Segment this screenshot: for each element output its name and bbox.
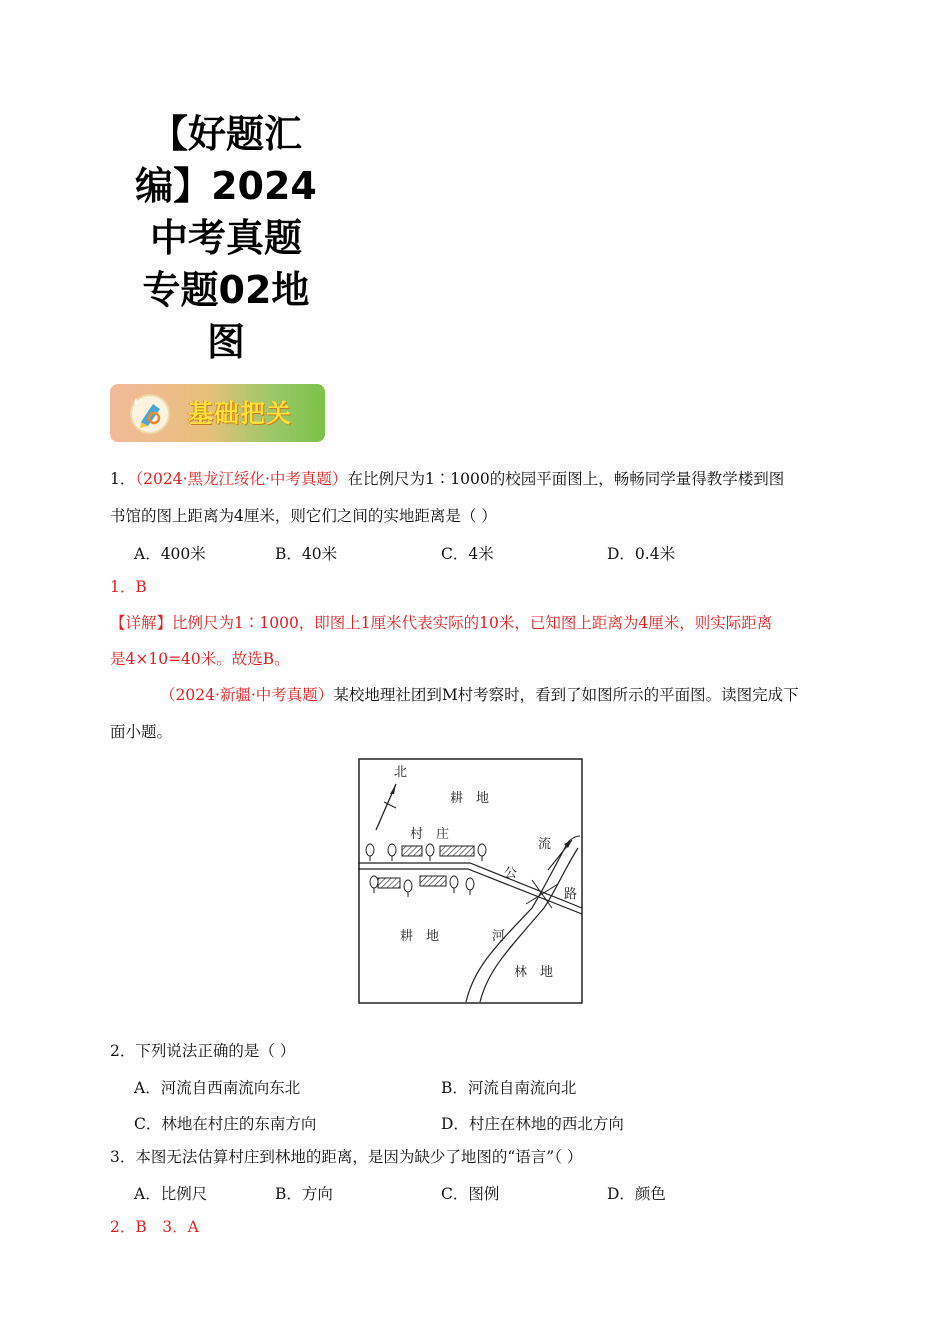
group-text: 某校地理社团到M村考察时，看到了如图所示的平面图。读图完成下 <box>333 686 799 704</box>
village-label: 村 庄 <box>410 827 450 842</box>
building <box>378 878 400 888</box>
title-line: 【好题汇 <box>149 112 302 156</box>
river-label: 河 <box>492 929 506 944</box>
building <box>402 846 422 856</box>
q2-option-b: B．河流自南流向北 <box>441 1079 577 1097</box>
farmland-bottom-label: 耕 地 <box>400 929 440 944</box>
q1-line-2: 书馆的图上距离为4厘米，则它们之间的实地距离是（ ） <box>110 507 497 525</box>
q2-option-a: A．河流自西南流向东北 <box>134 1079 301 1097</box>
q1-answer: 1．B <box>110 578 147 596</box>
q1-line-1 <box>110 468 784 490</box>
title-line: 专题02地 <box>142 268 310 312</box>
document-title <box>128 108 324 368</box>
tree <box>450 876 458 888</box>
q3-option-c: C．图例 <box>441 1185 500 1203</box>
q3-option-b: B．方向 <box>275 1185 333 1203</box>
tree <box>478 844 486 856</box>
q3-option-d: D．颜色 <box>607 1185 666 1203</box>
building <box>420 876 446 886</box>
north-label: 北 <box>394 765 408 780</box>
q1-detail-line-2: 是4×10=40米。故选B。 <box>110 650 290 668</box>
q2-option-d: D．村庄在林地的西北方向 <box>441 1115 624 1133</box>
pen-icon <box>128 392 172 440</box>
tree <box>426 844 434 856</box>
group-intro-line-2: 面小题。 <box>110 723 173 741</box>
title-line: 中考真题 <box>149 216 302 260</box>
group-intro-line-1 <box>160 684 799 706</box>
title-line: 编】2024 <box>135 164 317 208</box>
q1-option-b: B．40米 <box>275 545 338 563</box>
flow-label: 流 <box>538 837 552 852</box>
tree <box>404 880 412 892</box>
building <box>440 846 474 856</box>
answers-2-3: 2．B 3．A <box>110 1218 199 1236</box>
q1-number: 1． <box>110 470 136 488</box>
tree <box>366 844 374 856</box>
q3-text: 3．本图无法估算村庄到林地的距离，是因为缺少了地图的“语言”（ ） <box>110 1148 583 1166</box>
group-source: （2024·新疆·中考真题） <box>160 686 334 704</box>
q1-option-c: C．4米 <box>441 545 494 563</box>
section-label: 基础把关 <box>188 399 293 428</box>
q1-detail-line-1: 【详解】比例尺为1∶1000，即图上1厘米代表实际的10米，已知图上距离为4厘米，则实际距离 <box>110 614 773 632</box>
title-line: 图 <box>206 320 245 364</box>
tree <box>370 876 378 888</box>
q1-source: （2024·黑龙江绥化·中考真题） <box>135 470 348 488</box>
section-banner <box>110 384 325 442</box>
q1-text: 在比例尺为1∶1000的校园平面图上，畅畅同学量得教学楼到图 <box>347 470 785 488</box>
farmland-top-label: 耕 地 <box>450 791 490 806</box>
road-label-2: 路 <box>564 887 578 902</box>
q2-text: 2．下列说法正确的是（ ） <box>110 1042 296 1060</box>
forest-label: 林 地 <box>514 965 554 980</box>
tree <box>466 878 474 890</box>
village-map-figure <box>358 758 584 1005</box>
q2-option-c: C．林地在村庄的东南方向 <box>134 1115 317 1133</box>
tree <box>388 844 396 856</box>
q3-option-a: A．比例尺 <box>134 1185 208 1203</box>
road-label-1: 公 <box>504 866 518 881</box>
q1-option-d: D．0.4米 <box>607 545 676 563</box>
q1-option-a: A．400米 <box>134 545 206 563</box>
